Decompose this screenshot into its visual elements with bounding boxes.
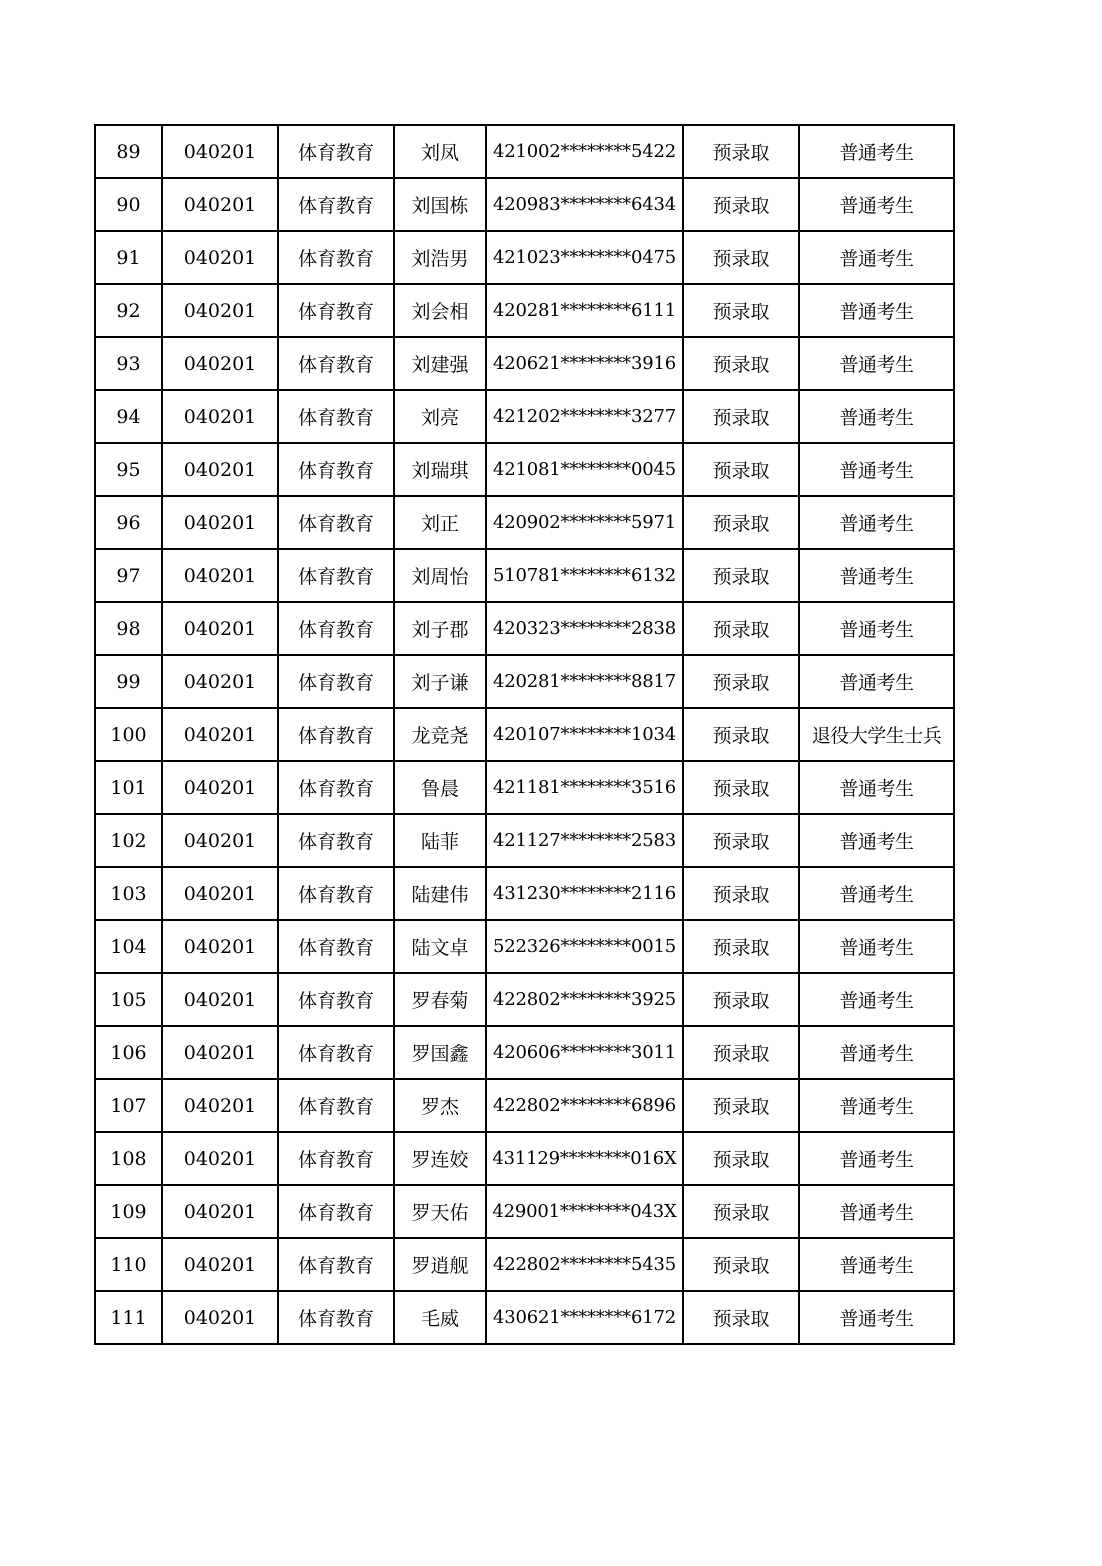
table-row: [95, 655, 954, 708]
student-name-cell: 刘浩男: [394, 231, 486, 284]
row-number-cell: 105: [95, 973, 162, 1026]
id-number-cell: 420323********2838: [486, 602, 683, 655]
student-name-cell: 罗连姣: [394, 1132, 486, 1185]
major-name-cell: 体育教育: [278, 390, 394, 443]
major-code-cell: 040201: [162, 1238, 278, 1291]
id-number-cell: 431230********2116: [486, 867, 683, 920]
student-name-cell: 刘会相: [394, 284, 486, 337]
id-number-cell: 421002********5422: [486, 125, 683, 178]
category-cell: 普通考生: [799, 496, 954, 549]
table-row: [95, 549, 954, 602]
major-code-cell: 040201: [162, 814, 278, 867]
category-cell: 普通考生: [799, 337, 954, 390]
category-cell: 普通考生: [799, 867, 954, 920]
major-code-cell: 040201: [162, 708, 278, 761]
status-cell: 预录取: [683, 337, 799, 390]
status-cell: 预录取: [683, 496, 799, 549]
student-name-cell: 罗春菊: [394, 973, 486, 1026]
major-code-cell: 040201: [162, 496, 278, 549]
row-number-cell: 109: [95, 1185, 162, 1238]
major-code-cell: 040201: [162, 1026, 278, 1079]
row-number-cell: 106: [95, 1026, 162, 1079]
major-name-cell: 体育教育: [278, 443, 394, 496]
student-name-cell: 陆文卓: [394, 920, 486, 973]
category-cell: 普通考生: [799, 178, 954, 231]
student-name-cell: 刘亮: [394, 390, 486, 443]
status-cell: 预录取: [683, 1079, 799, 1132]
major-code-cell: 040201: [162, 602, 278, 655]
table-row: [95, 337, 954, 390]
major-name-cell: 体育教育: [278, 1291, 394, 1344]
major-name-cell: 体育教育: [278, 1079, 394, 1132]
status-cell: 预录取: [683, 1291, 799, 1344]
student-name-cell: 龙竞尧: [394, 708, 486, 761]
status-cell: 预录取: [683, 1026, 799, 1079]
status-cell: 预录取: [683, 867, 799, 920]
id-number-cell: 422802********5435: [486, 1238, 683, 1291]
status-cell: 预录取: [683, 284, 799, 337]
row-number-cell: 95: [95, 443, 162, 496]
row-number-cell: 94: [95, 390, 162, 443]
row-number-cell: 108: [95, 1132, 162, 1185]
table-row: [95, 761, 954, 814]
id-number-cell: 421181********3516: [486, 761, 683, 814]
category-cell: 普通考生: [799, 814, 954, 867]
major-code-cell: 040201: [162, 231, 278, 284]
row-number-cell: 89: [95, 125, 162, 178]
major-code-cell: 040201: [162, 973, 278, 1026]
category-cell: 普通考生: [799, 602, 954, 655]
major-code-cell: 040201: [162, 920, 278, 973]
row-number-cell: 103: [95, 867, 162, 920]
table-row: [95, 1238, 954, 1291]
major-name-cell: 体育教育: [278, 814, 394, 867]
table-row: [95, 1079, 954, 1132]
id-number-cell: 421202********3277: [486, 390, 683, 443]
category-cell: 普通考生: [799, 1079, 954, 1132]
student-name-cell: 陆建伟: [394, 867, 486, 920]
table-row: [95, 920, 954, 973]
table-row: [95, 973, 954, 1026]
category-cell: 普通考生: [799, 443, 954, 496]
status-cell: 预录取: [683, 761, 799, 814]
major-name-cell: 体育教育: [278, 496, 394, 549]
major-code-cell: 040201: [162, 867, 278, 920]
row-number-cell: 97: [95, 549, 162, 602]
table-row: [95, 1291, 954, 1344]
table-row: [95, 708, 954, 761]
table-row: [95, 443, 954, 496]
status-cell: 预录取: [683, 814, 799, 867]
id-number-cell: 420107********1034: [486, 708, 683, 761]
id-number-cell: 420606********3011: [486, 1026, 683, 1079]
major-name-cell: 体育教育: [278, 178, 394, 231]
id-number-cell: 421127********2583: [486, 814, 683, 867]
major-name-cell: 体育教育: [278, 337, 394, 390]
status-cell: 预录取: [683, 655, 799, 708]
category-cell: 普通考生: [799, 125, 954, 178]
admission-table: [94, 124, 955, 1345]
major-name-cell: 体育教育: [278, 867, 394, 920]
major-code-cell: 040201: [162, 337, 278, 390]
major-code-cell: 040201: [162, 549, 278, 602]
category-cell: 普通考生: [799, 655, 954, 708]
table-row: [95, 814, 954, 867]
row-number-cell: 98: [95, 602, 162, 655]
category-cell: 退役大学生士兵: [799, 708, 954, 761]
student-name-cell: 刘子郡: [394, 602, 486, 655]
status-cell: 预录取: [683, 602, 799, 655]
student-name-cell: 刘周怡: [394, 549, 486, 602]
status-cell: 预录取: [683, 390, 799, 443]
category-cell: 普通考生: [799, 549, 954, 602]
category-cell: 普通考生: [799, 231, 954, 284]
row-number-cell: 99: [95, 655, 162, 708]
status-cell: 预录取: [683, 973, 799, 1026]
major-name-cell: 体育教育: [278, 1132, 394, 1185]
category-cell: 普通考生: [799, 390, 954, 443]
id-number-cell: 420281********6111: [486, 284, 683, 337]
category-cell: 普通考生: [799, 761, 954, 814]
major-name-cell: 体育教育: [278, 1238, 394, 1291]
major-name-cell: 体育教育: [278, 920, 394, 973]
table-row: [95, 602, 954, 655]
row-number-cell: 101: [95, 761, 162, 814]
major-name-cell: 体育教育: [278, 655, 394, 708]
student-name-cell: 刘国栋: [394, 178, 486, 231]
status-cell: 预录取: [683, 1238, 799, 1291]
major-name-cell: 体育教育: [278, 1185, 394, 1238]
status-cell: 预录取: [683, 920, 799, 973]
table-row: [95, 867, 954, 920]
row-number-cell: 92: [95, 284, 162, 337]
id-number-cell: 420902********5971: [486, 496, 683, 549]
table-row: [95, 1026, 954, 1079]
status-cell: 预录取: [683, 708, 799, 761]
id-number-cell: 429001********043X: [486, 1185, 683, 1238]
major-name-cell: 体育教育: [278, 231, 394, 284]
major-name-cell: 体育教育: [278, 1026, 394, 1079]
category-cell: 普通考生: [799, 1291, 954, 1344]
student-name-cell: 刘建强: [394, 337, 486, 390]
status-cell: 预录取: [683, 125, 799, 178]
category-cell: 普通考生: [799, 284, 954, 337]
category-cell: 普通考生: [799, 1238, 954, 1291]
row-number-cell: 110: [95, 1238, 162, 1291]
major-name-cell: 体育教育: [278, 602, 394, 655]
table-row: [95, 125, 954, 178]
student-name-cell: 陆菲: [394, 814, 486, 867]
id-number-cell: 422802********3925: [486, 973, 683, 1026]
major-code-cell: 040201: [162, 1185, 278, 1238]
category-cell: 普通考生: [799, 920, 954, 973]
major-code-cell: 040201: [162, 1291, 278, 1344]
student-name-cell: 鲁晨: [394, 761, 486, 814]
status-cell: 预录取: [683, 1185, 799, 1238]
id-number-cell: 421081********0045: [486, 443, 683, 496]
row-number-cell: 90: [95, 178, 162, 231]
major-code-cell: 040201: [162, 284, 278, 337]
id-number-cell: 430621********6172: [486, 1291, 683, 1344]
id-number-cell: 422802********6896: [486, 1079, 683, 1132]
status-cell: 预录取: [683, 178, 799, 231]
student-name-cell: 罗逍舰: [394, 1238, 486, 1291]
status-cell: 预录取: [683, 1132, 799, 1185]
major-code-cell: 040201: [162, 443, 278, 496]
student-name-cell: 罗天佑: [394, 1185, 486, 1238]
major-code-cell: 040201: [162, 178, 278, 231]
table-row: [95, 390, 954, 443]
student-name-cell: 罗国鑫: [394, 1026, 486, 1079]
student-name-cell: 刘子谦: [394, 655, 486, 708]
status-cell: 预录取: [683, 443, 799, 496]
category-cell: 普通考生: [799, 973, 954, 1026]
id-number-cell: 420621********3916: [486, 337, 683, 390]
major-code-cell: 040201: [162, 125, 278, 178]
row-number-cell: 96: [95, 496, 162, 549]
table-body: [95, 125, 954, 1344]
id-number-cell: 522326********0015: [486, 920, 683, 973]
student-name-cell: 毛威: [394, 1291, 486, 1344]
table-row: [95, 284, 954, 337]
id-number-cell: 420983********6434: [486, 178, 683, 231]
status-cell: 预录取: [683, 549, 799, 602]
major-code-cell: 040201: [162, 390, 278, 443]
row-number-cell: 102: [95, 814, 162, 867]
row-number-cell: 100: [95, 708, 162, 761]
row-number-cell: 91: [95, 231, 162, 284]
id-number-cell: 420281********8817: [486, 655, 683, 708]
table-row: [95, 178, 954, 231]
row-number-cell: 93: [95, 337, 162, 390]
major-name-cell: 体育教育: [278, 708, 394, 761]
major-name-cell: 体育教育: [278, 125, 394, 178]
major-name-cell: 体育教育: [278, 761, 394, 814]
id-number-cell: 510781********6132: [486, 549, 683, 602]
student-name-cell: 刘凤: [394, 125, 486, 178]
major-name-cell: 体育教育: [278, 549, 394, 602]
status-cell: 预录取: [683, 231, 799, 284]
student-name-cell: 罗杰: [394, 1079, 486, 1132]
row-number-cell: 107: [95, 1079, 162, 1132]
row-number-cell: 111: [95, 1291, 162, 1344]
table-row: [95, 496, 954, 549]
category-cell: 普通考生: [799, 1185, 954, 1238]
id-number-cell: 431129********016X: [486, 1132, 683, 1185]
row-number-cell: 104: [95, 920, 162, 973]
major-code-cell: 040201: [162, 1079, 278, 1132]
category-cell: 普通考生: [799, 1026, 954, 1079]
major-code-cell: 040201: [162, 1132, 278, 1185]
major-name-cell: 体育教育: [278, 973, 394, 1026]
table-row: [95, 1185, 954, 1238]
student-name-cell: 刘瑞琪: [394, 443, 486, 496]
major-code-cell: 040201: [162, 655, 278, 708]
major-name-cell: 体育教育: [278, 284, 394, 337]
major-code-cell: 040201: [162, 761, 278, 814]
student-name-cell: 刘正: [394, 496, 486, 549]
id-number-cell: 421023********0475: [486, 231, 683, 284]
category-cell: 普通考生: [799, 1132, 954, 1185]
table-row: [95, 231, 954, 284]
table-row: [95, 1132, 954, 1185]
